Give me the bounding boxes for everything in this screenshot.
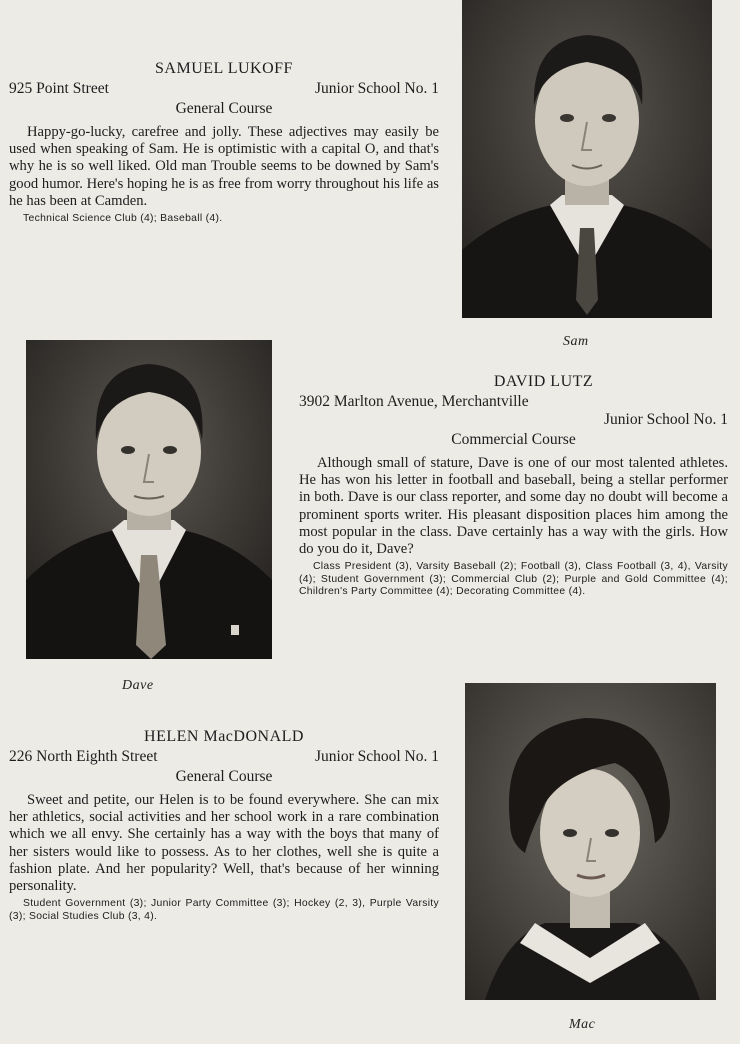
student-school: Junior School No. 1 (315, 80, 439, 97)
student-course: General Course (175, 100, 273, 117)
student-name: SAMUEL LUKOFF (155, 60, 293, 77)
student-entry-helen (9, 728, 439, 923)
address-row (9, 80, 439, 98)
student-name: HELEN MacDONALD (144, 728, 304, 745)
student-address: 3902 Marlton Avenue, Merchantville (299, 393, 529, 410)
student-school: Junior School No. 1 (604, 411, 728, 428)
student-bio: Sweet and petite, our Helen is to be found everywhere. She can mix her athletics, social activities and her school work in a rare combination which we all envy. She certainly has a way with the boys that many of her sisters would like to possess. As to her clothes, well she is quite a fashion plate. And her popularity? Well, that's because of her winning personality. (9, 792, 439, 895)
photo-caption-helen: Mac (569, 1017, 596, 1032)
student-activities: Class President (3), Varsity Baseball (2); Football (3), Class Football (3, 4), Varsity (4); Student Government (3); Commercial Club (2); Purple and Gold Committee (4); Children's Party Committee (4); Decorating Committee (4). (299, 561, 728, 598)
student-activities: Student Government (3); Junior Party Committee (3); Hockey (2, 3), Purple Varsity (3); Social Studies Club (3, 4). (9, 898, 439, 922)
student-activities: Technical Science Club (4); Baseball (4). (23, 213, 223, 225)
student-course: Commercial Course (451, 431, 576, 448)
student-name: DAVID LUTZ (493, 373, 594, 390)
photo-caption-david: Dave (122, 678, 154, 693)
portrait-photo-helen (465, 683, 716, 1000)
portrait-photo-samuel (462, 0, 712, 318)
student-address: 226 North Eighth Street (9, 748, 158, 765)
student-address: 925 Point Street (9, 80, 109, 97)
address-row (9, 748, 439, 766)
student-school: Junior School No. 1 (315, 748, 439, 765)
photo-caption-samuel: Sam (563, 334, 589, 349)
portrait-photo-david (26, 340, 272, 659)
student-course: General Course (175, 768, 273, 785)
student-bio: Happy-go-lucky, carefree and jolly. These adjectives may easily be used when speaking of Sam. He is optimistic with a capital O, and that's why he is so well liked. Old man Trouble seems to be downed by Sam's good humor. Here's hoping he is as free from worry throughout his life as he has been at Camden. (9, 124, 439, 209)
student-entry-david (299, 373, 728, 599)
student-entry-samuel (9, 60, 439, 226)
student-bio: Although small of stature, Dave is one of our most talented athletes. He has won his letter in football and baseball, being a stellar performer in both. Dave is our class reporter, and some day no doubt will become a prominent sports writer. His pleasant disposition places him among the most popular in the class. Dave certainly has a way with the girls. How do you do it, Dave? (299, 455, 728, 558)
